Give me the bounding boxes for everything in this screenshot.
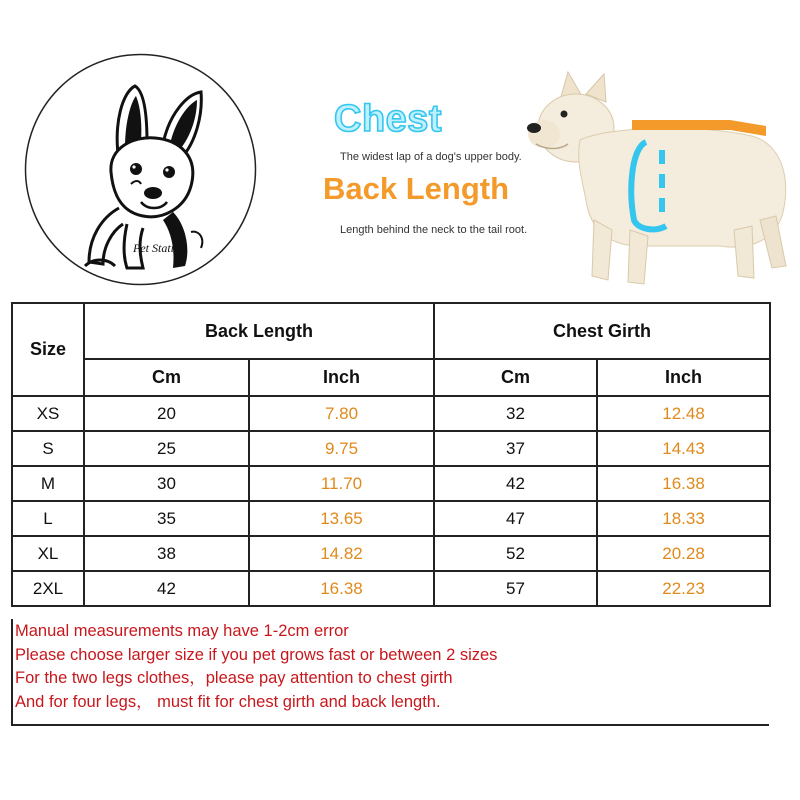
chest-girth-cm-cell: 42 (434, 466, 597, 501)
back-length-cm-cell: 35 (84, 501, 249, 536)
table-row (12, 536, 770, 571)
chest-girth-inch-cell: 12.48 (597, 396, 770, 431)
logo-brand-text: Pet Station (133, 241, 186, 255)
back-length-cm-cell: 25 (84, 431, 249, 466)
size-cell: L (12, 501, 84, 536)
note-line: And for four legs， must fit for chest girth and back length. (15, 692, 441, 711)
back-length-cm-cell: 20 (84, 396, 249, 431)
note-line: Manual measurements may have 1-2cm error (15, 622, 349, 640)
size-notes (11, 619, 769, 726)
chest-girth-inch-cell: 20.28 (597, 536, 770, 571)
chest-girth-inch-cell: 22.23 (597, 571, 770, 606)
back-length-inch-cell: 16.38 (249, 571, 434, 606)
chest-girth-cm-cell: 37 (434, 431, 597, 466)
back-length-inch-cell: 7.80 (249, 396, 434, 431)
chest-girth-inch-cell: 18.33 (597, 501, 770, 536)
chest-girth-inch-cell: 14.43 (597, 431, 770, 466)
back-length-cm-cell: 38 (84, 536, 249, 571)
back-length-cm-header: Cm (84, 359, 249, 396)
table-row (12, 571, 770, 606)
note-line: For the two legs clothes，please pay attention to chest girth (15, 669, 453, 687)
size-cell: XL (12, 536, 84, 571)
size-cell: XS (12, 396, 84, 431)
table-row (12, 396, 770, 431)
size-cell: M (12, 466, 84, 501)
dog-illustration (520, 70, 800, 295)
table-row (12, 501, 770, 536)
chest-girth-cm-cell: 32 (434, 396, 597, 431)
chest-title: Chest (334, 98, 443, 140)
chest-description: The widest lap of a dog's upper body. (340, 151, 522, 163)
size-cell: S (12, 431, 84, 466)
back-length-inch-cell: 11.70 (249, 466, 434, 501)
back-length-description: Length behind the neck to the tail root. (340, 224, 528, 236)
chest-girth-cm-cell: 57 (434, 571, 597, 606)
measurement-guide (270, 70, 800, 300)
table-row (12, 466, 770, 501)
table-row (12, 431, 770, 466)
chest-girth-cm-cell: 52 (434, 536, 597, 571)
chest-girth-inch-header: Inch (597, 359, 770, 396)
back-length-cm-cell: 42 (84, 571, 249, 606)
size-header: Size (12, 303, 84, 396)
back-length-inch-cell: 14.82 (249, 536, 434, 571)
chest-girth-cm-header: Cm (434, 359, 597, 396)
chest-girth-header: Chest Girth (434, 303, 770, 359)
chest-girth-inch-cell: 16.38 (597, 466, 770, 501)
note-line: Please choose larger size if you pet grows fast or between 2 sizes (15, 645, 498, 664)
back-length-inch-cell: 9.75 (249, 431, 434, 466)
size-chart-table (11, 302, 771, 607)
back-length-inch-cell: 13.65 (249, 501, 434, 536)
chest-girth-cm-cell: 47 (434, 501, 597, 536)
back-length-title: Back Length (323, 171, 510, 206)
pet-station-logo (23, 52, 258, 287)
size-cell: 2XL (12, 571, 84, 606)
back-length-cm-cell: 30 (84, 466, 249, 501)
back-length-header: Back Length (84, 303, 434, 359)
back-length-inch-header: Inch (249, 359, 434, 396)
